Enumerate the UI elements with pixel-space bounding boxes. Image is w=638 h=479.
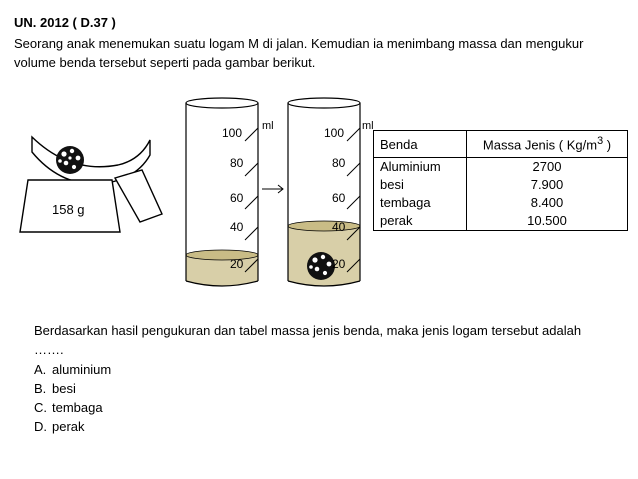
table-row-density: 8.400 xyxy=(530,195,564,210)
table-row-name: perak xyxy=(380,213,413,228)
arrow-icon xyxy=(262,185,283,193)
tick-label-80: 80 xyxy=(230,156,244,170)
option-c[interactable]: C. tembaga xyxy=(34,400,103,415)
problem-title: UN. 2012 ( D.37 ) xyxy=(14,15,116,30)
answer-options xyxy=(34,360,111,436)
tick-label-20: 20 xyxy=(230,257,244,271)
density-table xyxy=(373,130,628,231)
tick-label-40: 40 xyxy=(332,220,346,234)
table-header-density: Massa Jenis ( $Kg/m^3$ ) xyxy=(467,131,628,158)
tick-label-80: 80 xyxy=(332,156,346,170)
table-header-benda: Benda xyxy=(374,131,467,158)
option-a[interactable]: A. aluminium xyxy=(34,362,112,377)
scale-reading: 158 g xyxy=(52,202,85,217)
tick-label-60: 60 xyxy=(230,191,244,205)
tick-label-100: 100 xyxy=(222,126,243,140)
table-row-name: tembaga xyxy=(380,195,431,210)
scale-side-panel xyxy=(115,170,162,222)
option-b[interactable]: B. besi xyxy=(34,381,76,396)
table-row-density: 7.900 xyxy=(530,177,564,192)
tick-label-100: 100 xyxy=(324,126,345,140)
water-surface-before xyxy=(186,250,258,260)
weighing-scale xyxy=(20,137,162,232)
table-names-cell xyxy=(374,158,467,231)
table-row-density: 2700 xyxy=(532,159,562,174)
unit-label-after: ml xyxy=(362,120,374,132)
table-row-density: 10.500 xyxy=(527,213,567,228)
measuring-cylinder-before xyxy=(186,98,274,286)
question-text: Berdasarkan hasil pengukuran dan tabel massa jenis benda, maka jenis logam tersebut adalah ……. xyxy=(34,323,582,357)
tick-label-40: 40 xyxy=(230,220,244,234)
measuring-cylinder-after xyxy=(288,98,374,286)
unit-label-before: ml xyxy=(262,120,274,132)
table-row-name: besi xyxy=(380,177,404,192)
table-values-cell xyxy=(467,158,628,231)
option-d[interactable]: D. perak xyxy=(34,419,85,434)
table-row-name: Aluminium xyxy=(380,159,441,174)
tick-label-20: 20 xyxy=(332,257,346,271)
tick-label-60: 60 xyxy=(332,191,346,205)
water-surface-after xyxy=(288,221,360,231)
problem-intro: Seorang anak menemukan suatu logam M di jalan. Kemudian ia menimbang massa dan mengukur volume benda tersebut seperti pada gambar berikut. xyxy=(14,36,584,70)
